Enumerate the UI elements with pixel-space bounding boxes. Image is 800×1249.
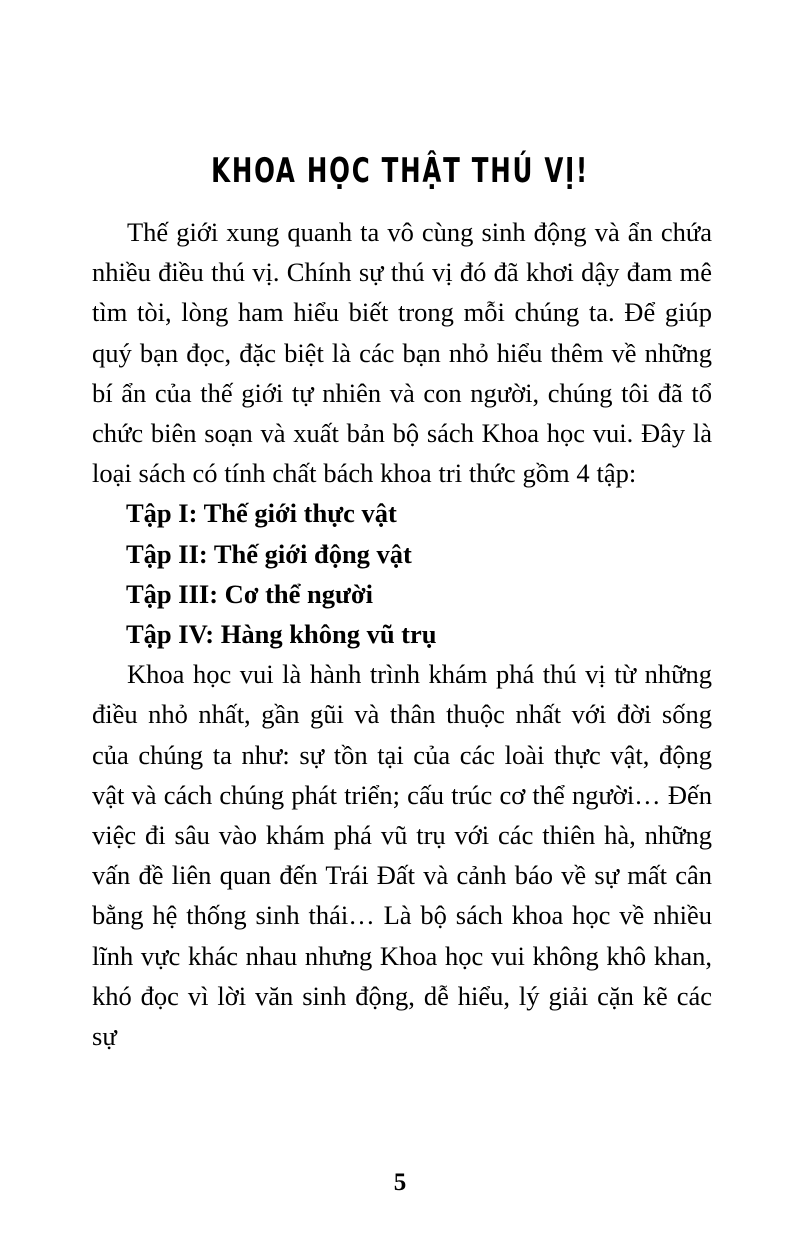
page-title: KHOA HỌC THẬT THÚ VỊ! xyxy=(211,150,589,191)
page-number: 5 xyxy=(393,1169,407,1196)
volume-item-3: Tập III: Cơ thể người xyxy=(126,578,373,609)
volume-item-1: Tập I: Thế giới thực vật xyxy=(126,498,397,529)
volume-list xyxy=(92,493,712,654)
volume-item-2: Tập II: Thế giới động vật xyxy=(126,538,412,569)
paragraph-description: Khoa học vui là hành trình khám phá thú vị từ những điều nhỏ nhất, gần gũi và thân thuộc nhất với đời sống của chúng ta như: sự tồn tại của các loài thực vật, động vật và cách chúng phát triển; cấu trúc cơ thể người… Đến việc đi sâu vào khám phá vũ trụ với các thiên hà, những vấn đề liên quan đến Trái Đất và cảnh báo về sự mất cân bằng hệ thống sinh thái… Là bộ sách khoa học về nhiều lĩnh vực khác nhau nhưng Khoa học vui không khô khan, khó đọc vì lời văn sinh động, dễ hiểu, lý giải cặn kẽ các sự xyxy=(92,659,712,1052)
page-content xyxy=(92,212,712,1056)
volume-item-4: Tập IV: Hàng không vũ trụ xyxy=(126,619,437,650)
paragraph-intro: Thế giới xung quanh ta vô cùng sinh động và ẩn chứa nhiều điều thú vị. Chính sự thú vị đó đã khơi dậy đam mê tìm tòi, lòng ham hiểu biết trong mỗi chúng ta. Để giúp quý bạn đọc, đặc biệt là các bạn nhỏ hiểu thêm về những bí ẩn của thế giới tự nhiên và con người, chúng tôi đã tổ chức biên soạn và xuất bản bộ sách Khoa học vui. Đây là loại sách có tính chất bách khoa tri thức gồm 4 tập: xyxy=(92,217,712,489)
